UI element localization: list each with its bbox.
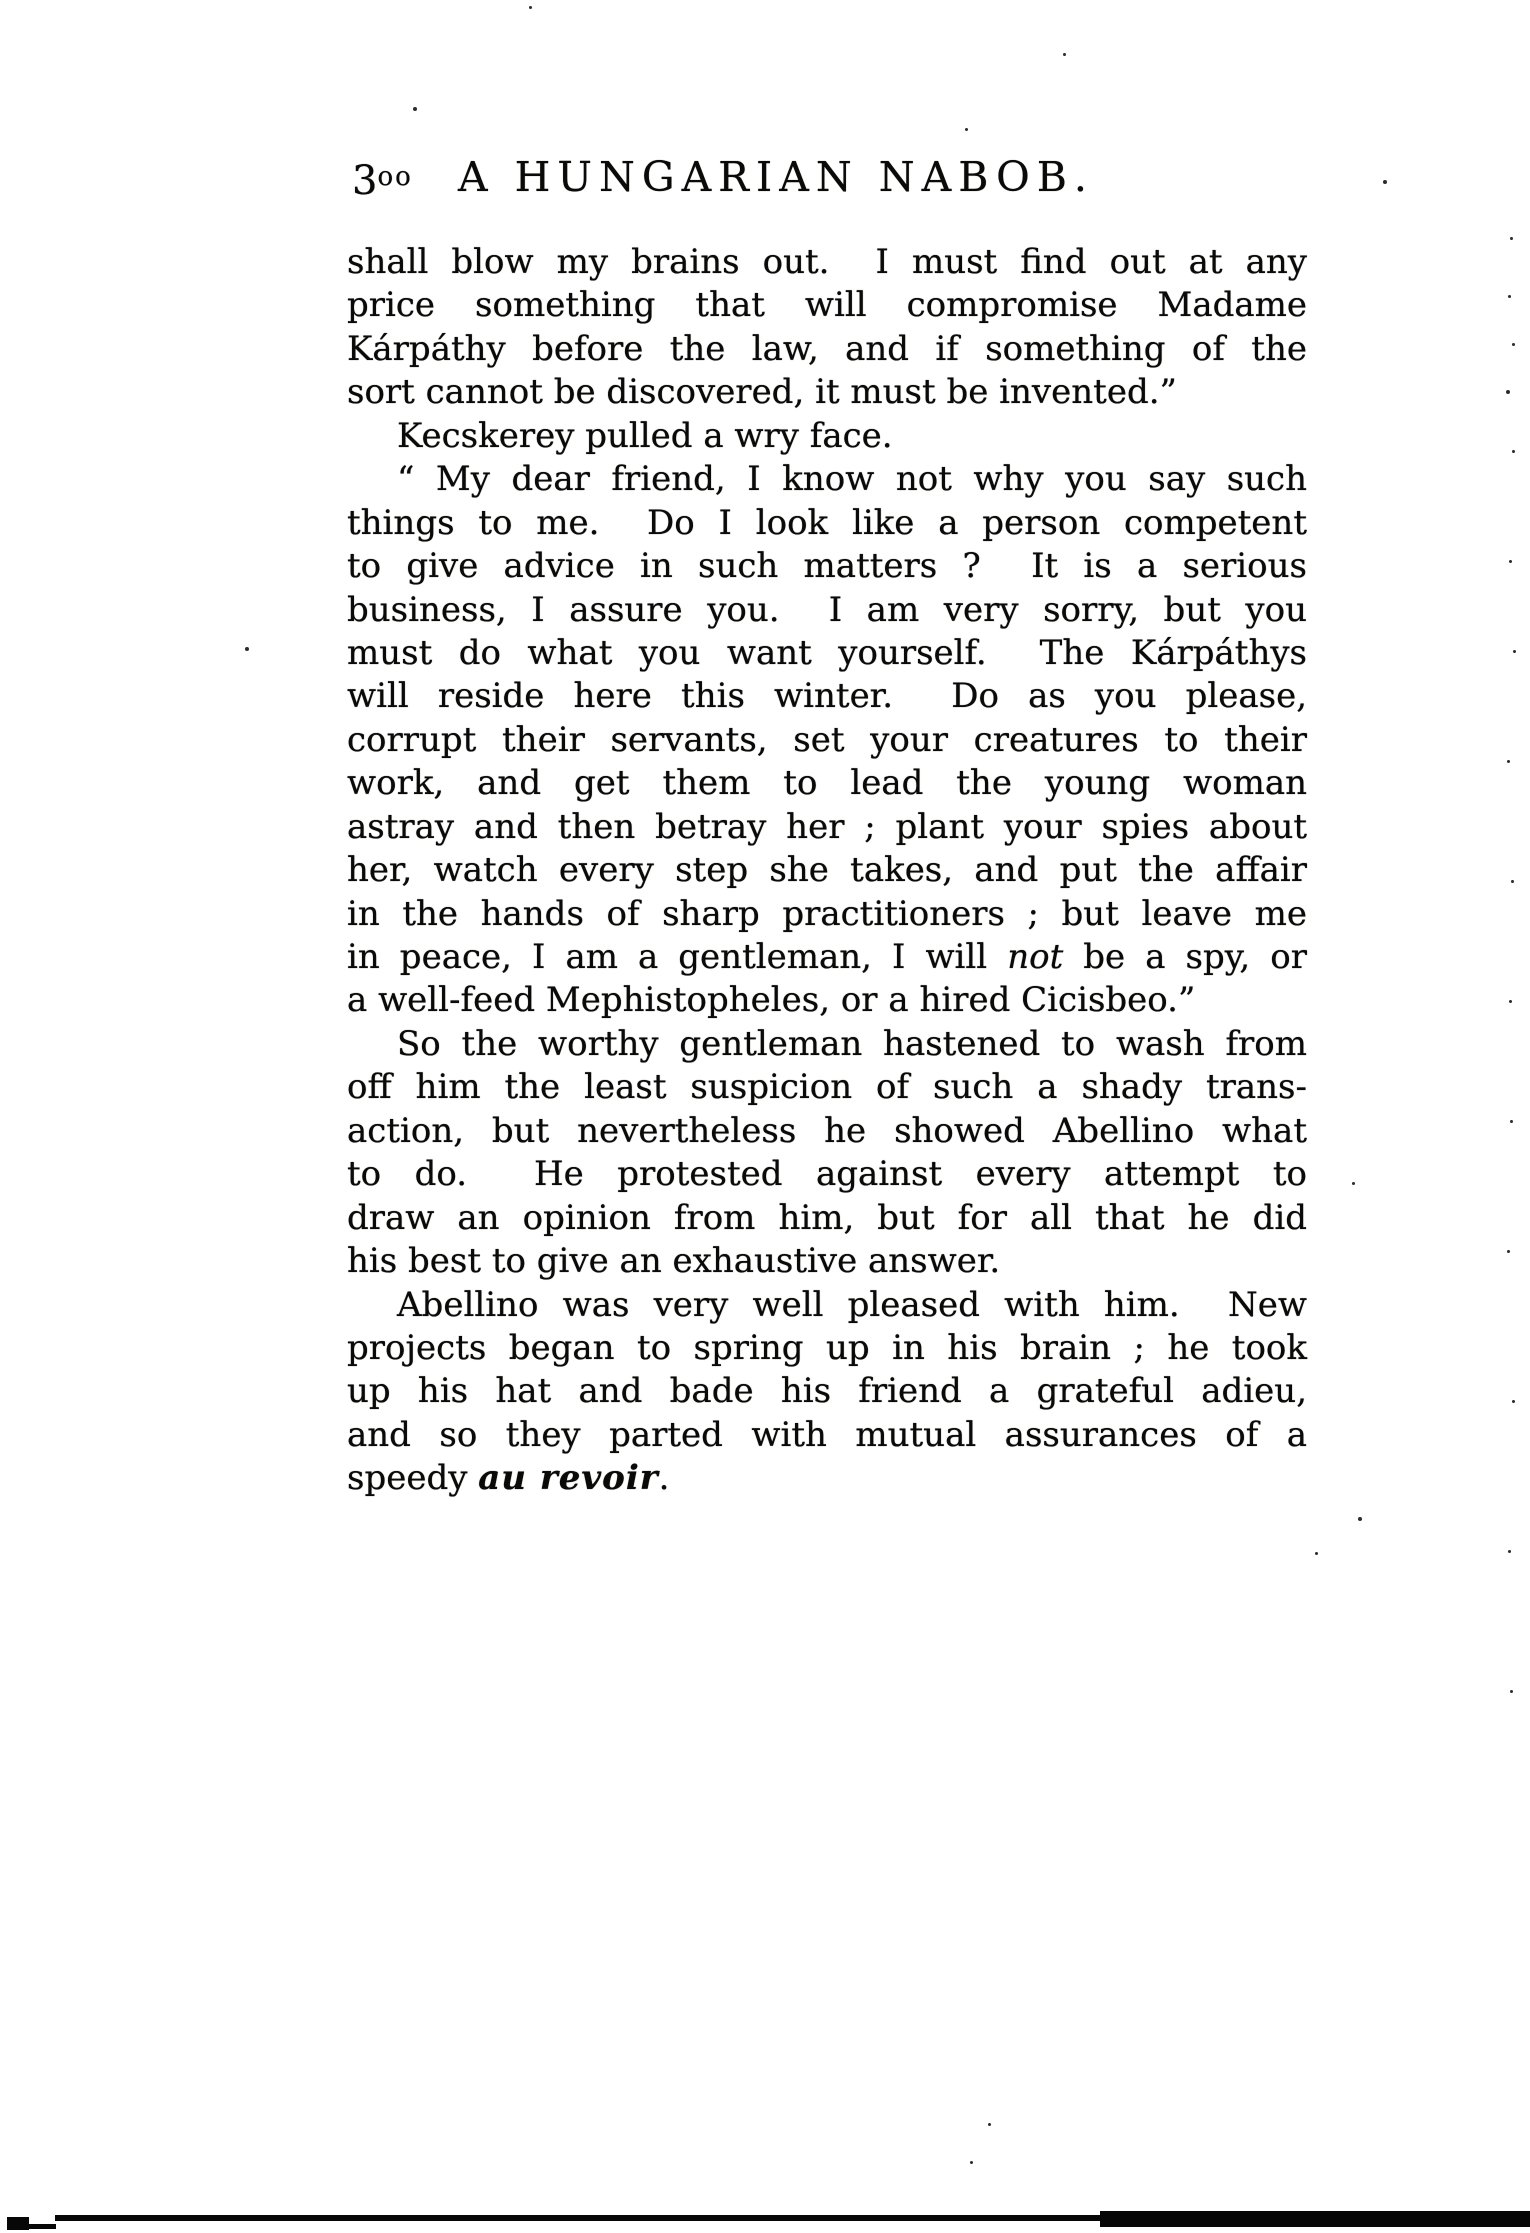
text-segment: in the hands of sharp practitioners ; but leave me [347,893,1307,934]
text-segment: “ My dear friend, I know not why you say such [397,459,1307,500]
scan-speck [1315,1552,1318,1555]
text-segment: Kárpáthy before the law, and if something of the [347,328,1307,369]
text-line [347,1414,1307,1457]
page-number [352,155,413,203]
text-segment: . [658,1458,670,1499]
scan-artifact-bottom-edge [1100,2211,1530,2227]
scan-speck [1352,1182,1355,1185]
text-line [347,893,1307,936]
text-segment: in peace, I am a gentleman, I will [347,937,1008,977]
text-segment: shall blow my brains out. I must find out at any [347,242,1307,282]
running-header-title: A HUNGARIAN NABOB. [458,153,1094,201]
text-line [347,849,1307,892]
text-segment: to do. He protested against every attempt to [347,1154,1307,1195]
scan-artifact-bottom-edge [55,2215,1105,2221]
scan-speck [1509,1000,1512,1003]
text-line [347,762,1307,805]
scan-speck [1511,880,1514,883]
scan-speck [1512,1400,1515,1403]
text-line [347,545,1307,588]
scan-speck [1383,180,1387,184]
text-segment-emphasis: not [1007,937,1064,977]
text-line [347,241,1307,284]
scan-artifact-bottom-edge [28,2224,56,2229]
scan-speck [1510,1120,1513,1123]
scan-speck [1510,237,1513,240]
text-line [347,979,1307,1022]
text-segment: business, I assure you. I am very sorry, but you [347,589,1307,630]
text-segment: corrupt their servants, set your creatures to their [347,719,1307,760]
scan-speck [965,128,968,131]
text-segment: and so they parted with mutual assurances of a [347,1414,1307,1455]
text-line [347,1457,1307,1500]
scan-speck [413,107,417,111]
text-segment: astray and then betray her ; plant your spies about [347,806,1307,847]
text-line [347,458,1307,501]
text-segment: must do what you want yourself. The Kárpáthys [347,632,1307,673]
text-segment: a well-feed Mephistopheles, or a hired Cicisbeo.” [347,980,1196,1021]
text-line [347,415,1307,458]
text-line [347,806,1307,849]
scan-speck [970,2161,973,2164]
scan-speck [988,2123,991,2126]
text-segment: work, and get them to lead the young woman [347,763,1307,804]
text-segment: things to me. Do I look like a person competent [347,502,1307,543]
text-line [347,589,1307,632]
text-line [347,936,1307,979]
scan-speck [529,6,532,9]
text-segment: Abellino was very well pleased with him. New [397,1284,1307,1325]
text-line [347,328,1307,371]
text-line [347,371,1307,414]
text-segment-emphasis: au revoir [478,1458,659,1499]
page-number-lead: 3 [352,157,378,204]
text-segment: up his hat and bade his friend a grateful adieu, [347,1371,1307,1412]
text-segment: speedy [347,1458,479,1499]
text-line [347,1110,1307,1153]
text-line [347,1370,1307,1413]
text-line [347,1327,1307,1370]
text-line [347,719,1307,762]
running-header [347,153,1307,204]
text-segment: So the worthy gentleman hastened to wash from [397,1023,1307,1064]
text-line [347,1197,1307,1240]
text-line [347,675,1307,718]
scan-speck [1507,1250,1510,1253]
text-line [347,502,1307,545]
text-segment: her, watch every step she takes, and put the affair [347,850,1307,891]
scan-speck [1512,343,1515,346]
text-segment: draw an opinion from him, but for all that he did [347,1197,1307,1238]
text-line [347,1240,1307,1283]
scan-speck [245,647,249,651]
text-line [347,1153,1307,1196]
scan-speck [1506,390,1510,394]
text-line [347,284,1307,327]
scan-speck [1507,760,1510,763]
text-segment: projects began to spring up in his brain ; he took [347,1327,1307,1368]
text-line [347,1066,1307,1109]
scan-speck [1512,450,1515,453]
text-segment: action, but nevertheless he showed Abellino what [347,1110,1307,1151]
scan-speck [1509,560,1512,563]
text-segment: off him the least suspicion of such a shady trans- [347,1067,1307,1108]
text-segment: be a spy, or [1063,937,1307,977]
text-segment: his best to give an exhaustive answer. [347,1241,1001,1282]
text-segment: price something that will compromise Madame [347,285,1307,326]
text-segment: will reside here this winter. Do as you please, [347,676,1307,717]
page-number-rest: oo [377,162,413,192]
text-line [347,632,1307,675]
scan-speck [1508,1550,1511,1553]
text-segment: Kecskerey pulled a wry face. [397,415,893,456]
scan-speck [1063,53,1066,56]
scan-artifact-bottom-edge [7,2217,29,2230]
scan-speck [1513,650,1516,653]
scan-speck [1510,1690,1513,1693]
text-line [347,1023,1307,1066]
text-segment: to give advice in such matters ? It is a serious [347,546,1307,587]
scan-speck [1358,1517,1362,1521]
scan-speck [1508,295,1511,298]
text-line [347,1284,1307,1327]
body-text [347,241,1307,1501]
text-segment: sort cannot be discovered, it must be invented.” [347,372,1177,413]
